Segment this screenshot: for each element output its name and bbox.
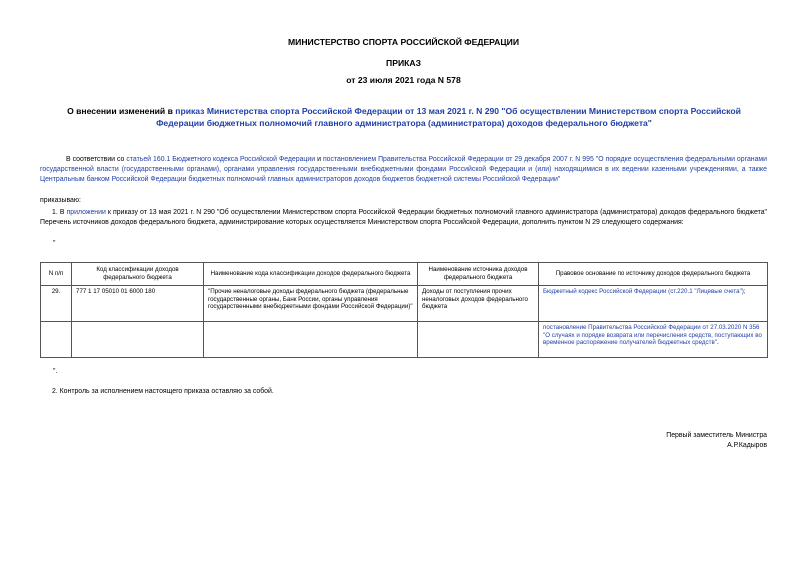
empty-cell xyxy=(41,322,72,358)
row-number: 29. xyxy=(41,286,72,322)
point-2-paragraph: 2. Контроль за исполнением настоящего приказа оставляю за собой. xyxy=(52,388,274,395)
budget-code-article-link[interactable]: статьей 160.1 Бюджетного кодекса Российской Федерации xyxy=(126,156,316,163)
header-source-name: Наименование источника доходов федерального бюджета xyxy=(418,263,539,286)
open-quote: " xyxy=(53,240,56,247)
preamble-paragraph xyxy=(40,155,767,185)
header-classification-code: Код классификации доходов федерального бюджета xyxy=(72,263,204,286)
row-source-name: Доходы от поступления прочих неналоговых доходов федерального бюджета xyxy=(418,286,539,322)
row-code-name: "Прочие неналоговые доходы федерального бюджета (федеральные государственные органы, Банк России, органы управления государственными внебюджетными фондами Российской Федерации)" xyxy=(204,286,418,322)
row-legal-basis-1 xyxy=(539,286,768,322)
row-legal-basis-2 xyxy=(539,322,768,358)
table-header-row xyxy=(41,263,768,286)
row-classification-code: 777 1 17 05010 01 6000 180 xyxy=(72,286,204,322)
orders-label: приказываю: xyxy=(40,197,81,204)
signatory-name: А.Р.Кадыров xyxy=(727,442,767,449)
empty-cell xyxy=(418,322,539,358)
header-number: N п/п xyxy=(41,263,72,286)
preamble-text-1: В соответствии со xyxy=(66,156,127,163)
close-quote: ". xyxy=(53,368,58,375)
income-sources-table xyxy=(40,262,768,358)
budget-code-220-1-link[interactable]: Бюджетный кодекс Российской Федерации (ст.220.1 "Лицевые счета") xyxy=(543,288,744,295)
document-type: ПРИКАЗ xyxy=(386,58,421,68)
document-heading xyxy=(52,105,756,129)
table-row xyxy=(41,322,768,358)
basis-1-tail: ; xyxy=(743,288,746,295)
header-code-name: Наименование кода классификации доходов федерального бюджета xyxy=(204,263,418,286)
signatory-position: Первый заместитель Министра xyxy=(666,432,767,439)
preamble-text-2: и xyxy=(315,156,323,163)
amended-order-link[interactable]: приказ Министерства спорта Российской Федерации от 13 мая 2021 г. N 290 "Об осуществлении Министерством спорта Российской Федерации бюджетных полномочий главного администратора (администратора) доходов федерального бюджета" xyxy=(156,106,741,128)
document-date-number: от 23 июля 2021 года N 578 xyxy=(346,75,461,85)
signature-block xyxy=(666,431,767,451)
header-legal-basis: Правовое основание по источнику доходов федерального бюджета xyxy=(539,263,768,286)
government-decree-995-link[interactable]: постановлением Правительства Российской Федерации от 29 декабря 2007 г. N 995 "О порядке осуществления федеральными органами государственной власти (государственными органами), органами управления государственными внебюджетными фондами Российской Федерации и (или) находящимися в их ведении казенными учреждениями, а также Центральным банком Российской Федерации бюджетных полномочий главных администраторов доходов бюджетов бюджетной системы Российской Федерации" xyxy=(40,156,768,183)
heading-prefix: О внесении изменений в xyxy=(67,106,176,116)
empty-cell xyxy=(72,322,204,358)
point-1-paragraph xyxy=(40,208,767,228)
appendix-link[interactable]: приложении xyxy=(66,209,106,216)
point-1-text-1: 1. В xyxy=(52,209,67,216)
government-decree-356-link[interactable]: постановление Правительства Российской Федерации от 27.03.2020 N 356 "О случаях и порядке возврата или перечисления средств, поступающих во временное распоряжение получателей бюджетных средств" xyxy=(543,324,762,347)
empty-cell xyxy=(204,322,418,358)
basis-2-tail: . xyxy=(716,339,719,347)
table-row xyxy=(41,286,768,322)
ministry-title: МИНИСТЕРСТВО СПОРТА РОССИЙСКОЙ ФЕДЕРАЦИИ xyxy=(287,37,519,47)
point-1-text-2: к приказу от 13 мая 2021 г. N 290 "Об осуществлении Министерством спорта Российской Федерации бюджетных полномочий главного администратора (администратора) доходов федерального бюджета" Перечень источников доходов федерального бюджета, администрирование которых осуществляется Министерством спорта Российской Федерации, дополнить пунктом N 29 следующего содержания: xyxy=(40,209,768,226)
